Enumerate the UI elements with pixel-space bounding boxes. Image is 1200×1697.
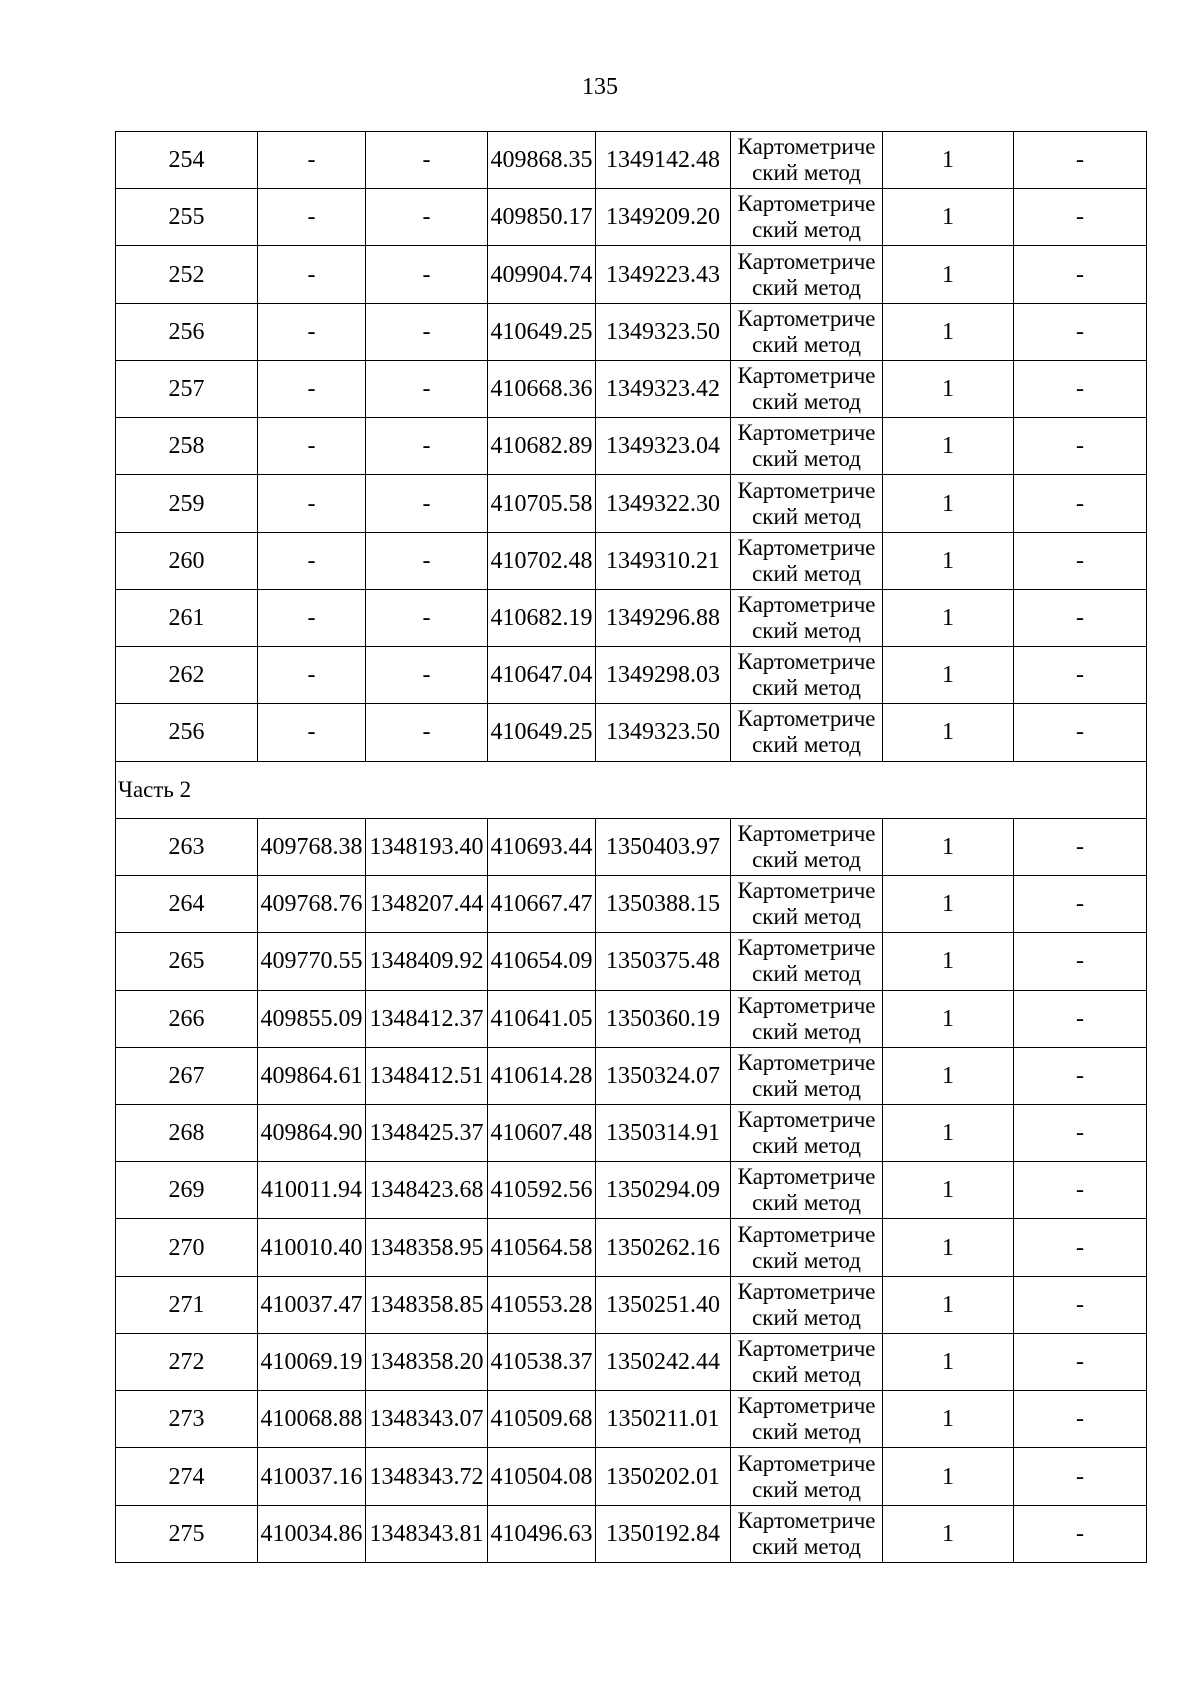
new-y-cell: 1349298.03 — [596, 647, 731, 704]
point-number-cell: 272 — [116, 1333, 258, 1390]
point-number-cell: 266 — [116, 990, 258, 1047]
new-y-cell: 1350324.07 — [596, 1047, 731, 1104]
new-y-cell: 1349323.04 — [596, 418, 731, 475]
description-cell: - — [1014, 132, 1147, 189]
accuracy-cell: 1 — [883, 1219, 1014, 1276]
description-cell: - — [1014, 990, 1147, 1047]
table-row — [116, 1162, 1147, 1219]
description-cell: - — [1014, 1104, 1147, 1161]
description-cell: - — [1014, 1047, 1147, 1104]
new-x-cell: 410649.25 — [488, 704, 596, 761]
existing-x-cell: 410011.94 — [258, 1162, 366, 1219]
new-y-cell: 1350262.16 — [596, 1219, 731, 1276]
existing-y-cell: 1348409.92 — [366, 933, 488, 990]
point-number-cell: 270 — [116, 1219, 258, 1276]
new-x-cell: 410564.58 — [488, 1219, 596, 1276]
existing-y-cell: 1348343.72 — [366, 1448, 488, 1505]
new-x-cell: 410538.37 — [488, 1333, 596, 1390]
accuracy-cell: 1 — [883, 1333, 1014, 1390]
point-number-cell: 255 — [116, 189, 258, 246]
table-row — [116, 532, 1147, 589]
accuracy-cell: 1 — [883, 933, 1014, 990]
new-y-cell: 1349322.30 — [596, 475, 731, 532]
description-cell: - — [1014, 1276, 1147, 1333]
existing-y-cell: 1348425.37 — [366, 1104, 488, 1161]
method-cell: Картометриче ский метод — [731, 876, 883, 933]
existing-x-cell: 410037.16 — [258, 1448, 366, 1505]
description-cell: - — [1014, 418, 1147, 475]
new-x-cell: 410667.47 — [488, 876, 596, 933]
new-y-cell: 1350375.48 — [596, 933, 731, 990]
table-row — [116, 589, 1147, 646]
point-number-cell: 259 — [116, 475, 258, 532]
method-cell: Картометриче ский метод — [731, 990, 883, 1047]
description-cell: - — [1014, 1505, 1147, 1562]
existing-y-cell: 1348358.20 — [366, 1333, 488, 1390]
description-cell: - — [1014, 1448, 1147, 1505]
method-cell: Картометриче ский метод — [731, 1104, 883, 1161]
description-cell: - — [1014, 647, 1147, 704]
new-y-cell: 1349323.50 — [596, 704, 731, 761]
accuracy-cell: 1 — [883, 1505, 1014, 1562]
accuracy-cell: 1 — [883, 704, 1014, 761]
table-body — [116, 132, 1147, 1563]
new-x-cell: 410682.19 — [488, 589, 596, 646]
new-x-cell: 410668.36 — [488, 360, 596, 417]
method-cell: Картометриче ский метод — [731, 933, 883, 990]
existing-y-cell: - — [366, 132, 488, 189]
existing-y-cell: - — [366, 303, 488, 360]
new-x-cell: 410654.09 — [488, 933, 596, 990]
description-cell: - — [1014, 1219, 1147, 1276]
accuracy-cell: 1 — [883, 418, 1014, 475]
accuracy-cell: 1 — [883, 876, 1014, 933]
new-y-cell: 1350192.84 — [596, 1505, 731, 1562]
new-y-cell: 1350211.01 — [596, 1391, 731, 1448]
table-row — [116, 1104, 1147, 1161]
point-number-cell: 271 — [116, 1276, 258, 1333]
existing-x-cell: 409864.90 — [258, 1104, 366, 1161]
existing-y-cell: - — [366, 704, 488, 761]
point-number-cell: 256 — [116, 303, 258, 360]
method-cell: Картометриче ский метод — [731, 1162, 883, 1219]
existing-y-cell: - — [366, 532, 488, 589]
description-cell: - — [1014, 360, 1147, 417]
new-y-cell: 1350388.15 — [596, 876, 731, 933]
new-x-cell: 410647.04 — [488, 647, 596, 704]
method-cell: Картометриче ский метод — [731, 1219, 883, 1276]
description-cell: - — [1014, 475, 1147, 532]
new-x-cell: 409904.74 — [488, 246, 596, 303]
point-number-cell: 257 — [116, 360, 258, 417]
table-row — [116, 990, 1147, 1047]
existing-x-cell: 409864.61 — [258, 1047, 366, 1104]
table-row — [116, 1448, 1147, 1505]
accuracy-cell: 1 — [883, 1448, 1014, 1505]
existing-y-cell: - — [366, 589, 488, 646]
existing-x-cell: - — [258, 303, 366, 360]
existing-x-cell: 409855.09 — [258, 990, 366, 1047]
existing-x-cell: - — [258, 475, 366, 532]
accuracy-cell: 1 — [883, 647, 1014, 704]
accuracy-cell: 1 — [883, 1047, 1014, 1104]
point-number-cell: 263 — [116, 818, 258, 875]
new-x-cell: 410702.48 — [488, 532, 596, 589]
existing-x-cell: - — [258, 418, 366, 475]
existing-y-cell: - — [366, 246, 488, 303]
new-x-cell: 410614.28 — [488, 1047, 596, 1104]
new-x-cell: 410553.28 — [488, 1276, 596, 1333]
existing-x-cell: 409768.76 — [258, 876, 366, 933]
method-cell: Картометриче ский метод — [731, 1276, 883, 1333]
accuracy-cell: 1 — [883, 818, 1014, 875]
method-cell: Картометриче ский метод — [731, 532, 883, 589]
description-cell: - — [1014, 876, 1147, 933]
table-row — [116, 1276, 1147, 1333]
table-row — [116, 1333, 1147, 1390]
table-row — [116, 418, 1147, 475]
method-cell: Картометриче ский метод — [731, 704, 883, 761]
existing-y-cell: - — [366, 189, 488, 246]
existing-y-cell: - — [366, 647, 488, 704]
description-cell: - — [1014, 818, 1147, 875]
new-x-cell: 409850.17 — [488, 189, 596, 246]
accuracy-cell: 1 — [883, 532, 1014, 589]
existing-x-cell: - — [258, 132, 366, 189]
existing-x-cell: 409770.55 — [258, 933, 366, 990]
table-row — [116, 704, 1147, 761]
accuracy-cell: 1 — [883, 1162, 1014, 1219]
existing-x-cell: - — [258, 704, 366, 761]
table-row — [116, 933, 1147, 990]
existing-x-cell: - — [258, 532, 366, 589]
method-cell: Картометриче ский метод — [731, 1448, 883, 1505]
new-y-cell: 1349323.42 — [596, 360, 731, 417]
table-row — [116, 647, 1147, 704]
description-cell: - — [1014, 1391, 1147, 1448]
point-number-cell: 265 — [116, 933, 258, 990]
existing-y-cell: 1348193.40 — [366, 818, 488, 875]
table-row — [116, 818, 1147, 875]
description-cell: - — [1014, 303, 1147, 360]
existing-x-cell: - — [258, 647, 366, 704]
accuracy-cell: 1 — [883, 1276, 1014, 1333]
table-row — [116, 876, 1147, 933]
new-y-cell: 1349323.50 — [596, 303, 731, 360]
existing-x-cell: 410010.40 — [258, 1219, 366, 1276]
point-number-cell: 254 — [116, 132, 258, 189]
new-y-cell: 1349296.88 — [596, 589, 731, 646]
existing-y-cell: 1348343.07 — [366, 1391, 488, 1448]
existing-x-cell: 410068.88 — [258, 1391, 366, 1448]
new-x-cell: 410607.48 — [488, 1104, 596, 1161]
table-row — [116, 132, 1147, 189]
description-cell: - — [1014, 589, 1147, 646]
new-y-cell: 1350294.09 — [596, 1162, 731, 1219]
table-row — [116, 1505, 1147, 1562]
existing-y-cell: 1348358.95 — [366, 1219, 488, 1276]
point-number-cell: 274 — [116, 1448, 258, 1505]
new-y-cell: 1350360.19 — [596, 990, 731, 1047]
new-x-cell: 410496.63 — [488, 1505, 596, 1562]
existing-x-cell: 410034.86 — [258, 1505, 366, 1562]
accuracy-cell: 1 — [883, 303, 1014, 360]
accuracy-cell: 1 — [883, 1391, 1014, 1448]
new-x-cell: 410649.25 — [488, 303, 596, 360]
existing-x-cell: 409768.38 — [258, 818, 366, 875]
new-y-cell: 1349310.21 — [596, 532, 731, 589]
method-cell: Картометриче ский метод — [731, 475, 883, 532]
new-x-cell: 410504.08 — [488, 1448, 596, 1505]
method-cell: Картометриче ский метод — [731, 818, 883, 875]
method-cell: Картометриче ский метод — [731, 1391, 883, 1448]
existing-x-cell: - — [258, 189, 366, 246]
existing-y-cell: - — [366, 418, 488, 475]
section-row — [116, 761, 1147, 818]
existing-y-cell: 1348358.85 — [366, 1276, 488, 1333]
existing-x-cell: 410037.47 — [258, 1276, 366, 1333]
new-x-cell: 409868.35 — [488, 132, 596, 189]
point-number-cell: 252 — [116, 246, 258, 303]
method-cell: Картометриче ский метод — [731, 189, 883, 246]
existing-x-cell: - — [258, 246, 366, 303]
point-number-cell: 261 — [116, 589, 258, 646]
method-cell: Картометриче ский метод — [731, 360, 883, 417]
accuracy-cell: 1 — [883, 189, 1014, 246]
description-cell: - — [1014, 532, 1147, 589]
table-row — [116, 303, 1147, 360]
method-cell: Картометриче ский метод — [731, 132, 883, 189]
existing-y-cell: 1348423.68 — [366, 1162, 488, 1219]
new-y-cell: 1350242.44 — [596, 1333, 731, 1390]
description-cell: - — [1014, 933, 1147, 990]
existing-x-cell: - — [258, 360, 366, 417]
table-row — [116, 189, 1147, 246]
new-x-cell: 410592.56 — [488, 1162, 596, 1219]
point-number-cell: 267 — [116, 1047, 258, 1104]
coordinates-table — [115, 131, 1147, 1563]
table-row — [116, 1391, 1147, 1448]
accuracy-cell: 1 — [883, 246, 1014, 303]
table-row — [116, 1047, 1147, 1104]
method-cell: Картометриче ский метод — [731, 1047, 883, 1104]
page-number: 135 — [582, 74, 618, 100]
new-x-cell: 410693.44 — [488, 818, 596, 875]
point-number-cell: 268 — [116, 1104, 258, 1161]
point-number-cell: 260 — [116, 532, 258, 589]
accuracy-cell: 1 — [883, 1104, 1014, 1161]
new-x-cell: 410641.05 — [488, 990, 596, 1047]
accuracy-cell: 1 — [883, 990, 1014, 1047]
method-cell: Картометриче ский метод — [731, 589, 883, 646]
method-cell: Картометриче ский метод — [731, 1333, 883, 1390]
existing-y-cell: - — [366, 475, 488, 532]
existing-y-cell: 1348207.44 — [366, 876, 488, 933]
existing-x-cell: - — [258, 589, 366, 646]
new-y-cell: 1350314.91 — [596, 1104, 731, 1161]
description-cell: - — [1014, 246, 1147, 303]
description-cell: - — [1014, 189, 1147, 246]
method-cell: Картометриче ский метод — [731, 418, 883, 475]
new-x-cell: 410509.68 — [488, 1391, 596, 1448]
new-x-cell: 410705.58 — [488, 475, 596, 532]
existing-x-cell: 410069.19 — [258, 1333, 366, 1390]
method-cell: Картометриче ский метод — [731, 246, 883, 303]
method-cell: Картометриче ский метод — [731, 303, 883, 360]
accuracy-cell: 1 — [883, 132, 1014, 189]
existing-y-cell: - — [366, 360, 488, 417]
point-number-cell: 269 — [116, 1162, 258, 1219]
new-y-cell: 1350403.97 — [596, 818, 731, 875]
description-cell: - — [1014, 1333, 1147, 1390]
new-y-cell: 1349209.20 — [596, 189, 731, 246]
section-label: Часть 2 — [116, 761, 1147, 818]
new-y-cell: 1349223.43 — [596, 246, 731, 303]
new-y-cell: 1349142.48 — [596, 132, 731, 189]
method-cell: Картометриче ский метод — [731, 647, 883, 704]
accuracy-cell: 1 — [883, 360, 1014, 417]
table-row — [116, 360, 1147, 417]
description-cell: - — [1014, 1162, 1147, 1219]
point-number-cell: 273 — [116, 1391, 258, 1448]
table-row — [116, 475, 1147, 532]
accuracy-cell: 1 — [883, 475, 1014, 532]
point-number-cell: 258 — [116, 418, 258, 475]
point-number-cell: 275 — [116, 1505, 258, 1562]
table-row — [116, 1219, 1147, 1276]
existing-y-cell: 1348343.81 — [366, 1505, 488, 1562]
new-y-cell: 1350202.01 — [596, 1448, 731, 1505]
existing-y-cell: 1348412.51 — [366, 1047, 488, 1104]
point-number-cell: 262 — [116, 647, 258, 704]
table-row — [116, 246, 1147, 303]
new-y-cell: 1350251.40 — [596, 1276, 731, 1333]
new-x-cell: 410682.89 — [488, 418, 596, 475]
description-cell: - — [1014, 704, 1147, 761]
method-cell: Картометриче ский метод — [731, 1505, 883, 1562]
point-number-cell: 256 — [116, 704, 258, 761]
accuracy-cell: 1 — [883, 589, 1014, 646]
point-number-cell: 264 — [116, 876, 258, 933]
existing-y-cell: 1348412.37 — [366, 990, 488, 1047]
